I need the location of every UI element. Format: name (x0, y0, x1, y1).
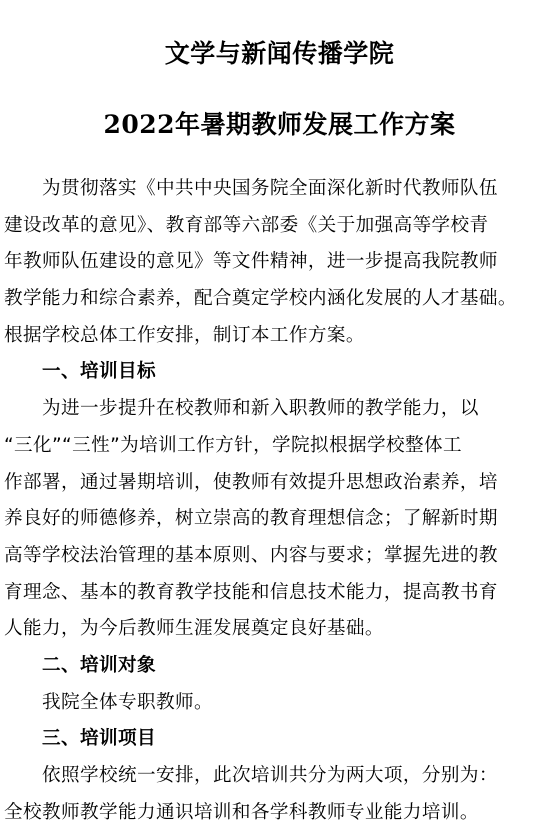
intro-line: 为贯彻落实《中共中央国务院全面深化新时代教师队伍 (42, 178, 498, 199)
section2-line: 我院全体专职教师。 (42, 691, 213, 713)
section1-line: 为进一步提升在校教师和新入职教师的教学能力，以 (42, 398, 479, 420)
intro-line: 建设改革的意见》、教育部等六部委《关于加强高等学校青 (4, 214, 489, 236)
section1-line: “三化”“三性”为培训工作方针，学院拟根据学校整体工 (4, 434, 462, 456)
document-title-plan: 2022年暑期教师发展工作方案 (103, 110, 456, 139)
intro-line: 根据学校总体工作安排，制订本工作方案。 (4, 324, 365, 346)
section-heading-training-items: 三、培训项目 (42, 728, 156, 750)
intro-line: 教学能力和综合素养，配合奠定学校内涵化发展的人才基础。 (4, 288, 517, 310)
section-heading-training-goals: 一、培训目标 (42, 361, 156, 383)
section1-line: 高等学校法治管理的基本原则、内容与要求；掌握先进的教 (4, 544, 498, 566)
section3-line: 全校教师教学能力通识培训和各学科教师专业能力培训。 (4, 801, 479, 823)
section1-line: 养良好的师德修养，树立崇高的教育理想信念；了解新时期 (4, 508, 498, 530)
section1-line: 作部署，通过暑期培训，使教师有效提升思想政治素养，培 (4, 471, 498, 493)
document-title-institution: 文学与新闻传播学院 (164, 39, 395, 68)
section1-line: 育理念、基本的教育教学技能和信息技术能力，提高教书育 (4, 581, 498, 603)
document-body (4, 171, 559, 831)
section-heading-training-targets: 二、培训对象 (42, 654, 156, 676)
section1-line: 人能力，为今后教师生涯发展奠定良好基础。 (4, 618, 384, 640)
section3-line: 依照学校统一安排，此次培训共分为两大项，分别为： (42, 765, 498, 786)
intro-line: 年教师队伍建设的意见》等文件精神，进一步提高我院教师 (4, 251, 498, 273)
